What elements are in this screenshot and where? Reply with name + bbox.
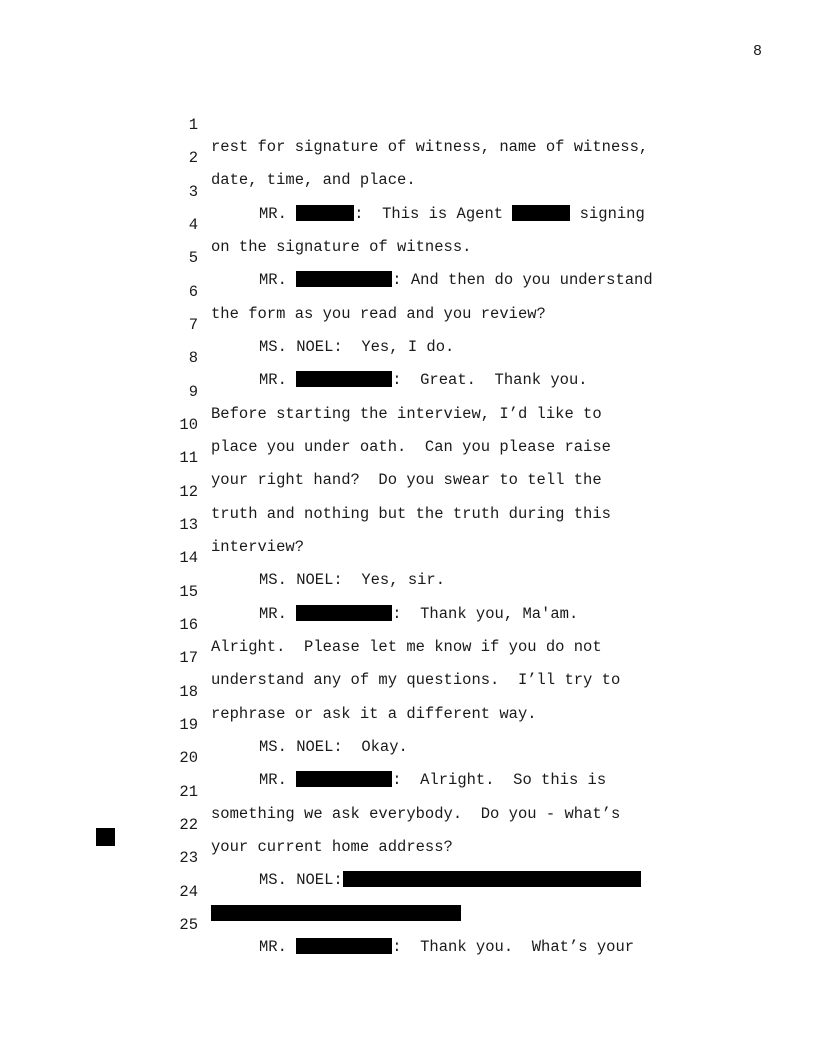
line-number: 10 xyxy=(179,416,198,434)
line-text: on the signature of witness. xyxy=(211,238,472,256)
transcript-line xyxy=(0,359,816,423)
line-number: 6 xyxy=(188,283,198,301)
redaction-box xyxy=(296,938,392,954)
transcript-line xyxy=(0,592,816,656)
line-text: your right hand? Do you swear to tell the xyxy=(211,471,602,489)
transcript-line xyxy=(0,192,816,256)
line-text: rest for signature of witness, name of witness, xyxy=(211,138,649,156)
line-text-part: signing xyxy=(570,205,645,223)
line-number: 21 xyxy=(179,783,198,801)
transcript-line xyxy=(0,125,816,189)
speaker-label: MR. xyxy=(259,605,297,623)
line-text-part: : This is Agent xyxy=(354,205,513,223)
transcript-line xyxy=(0,259,816,323)
line-text: Alright. Please let me know if you do not xyxy=(211,638,602,656)
line-text-part: : Thank you. What’s your xyxy=(392,938,635,956)
line-text: truth and nothing but the truth during this xyxy=(211,505,611,523)
line-number: 13 xyxy=(179,516,198,534)
transcript-line xyxy=(0,692,816,756)
page-number: 8 xyxy=(752,43,762,60)
transcript-line xyxy=(0,892,816,956)
line-number: 5 xyxy=(188,249,198,267)
speaker-label: MR. xyxy=(259,938,297,956)
line-text: interview? xyxy=(211,538,305,556)
transcript-line xyxy=(0,559,816,623)
speaker-label: MR. xyxy=(259,205,297,223)
transcript-line xyxy=(0,625,816,689)
speaker-label: MR. xyxy=(259,771,297,789)
speaker-label: MR. xyxy=(259,371,297,389)
line-number: 2 xyxy=(188,149,198,167)
line-number: 11 xyxy=(179,449,198,467)
transcript-line xyxy=(0,792,816,856)
line-text: MS. NOEL: Okay. xyxy=(259,738,408,756)
line-number: 19 xyxy=(179,716,198,734)
transcript-line xyxy=(0,659,816,723)
line-number: 1 xyxy=(188,116,198,134)
line-number: 14 xyxy=(179,549,198,567)
line-number: 18 xyxy=(179,683,198,701)
line-text-part: : Great. Thank you. xyxy=(392,371,588,389)
speaker-label: MR. xyxy=(259,271,297,289)
line-text-part: : Thank you, Ma'am. xyxy=(392,605,579,623)
line-text: something we ask everybody. Do you - what’s xyxy=(211,805,621,823)
line-number: 25 xyxy=(179,916,198,934)
line-text-part: : Alright. So this is xyxy=(392,771,607,789)
speaker-label: MS. NOEL: xyxy=(259,871,343,889)
line-text: place you under oath. Can you please raise xyxy=(211,438,611,456)
line-number: 24 xyxy=(179,883,198,901)
transcript-line xyxy=(0,392,816,456)
line-text: Before starting the interview, I’d like to xyxy=(211,405,602,423)
transcript-line xyxy=(0,225,816,289)
line-text: rephrase or ask it a different way. xyxy=(211,705,537,723)
transcript-line xyxy=(0,159,816,223)
transcript-line xyxy=(0,425,816,489)
line-number: 17 xyxy=(179,649,198,667)
line-number: 22 xyxy=(179,816,198,834)
transcript-line xyxy=(0,825,816,889)
line-text: your current home address? xyxy=(211,838,453,856)
line-text: understand any of my questions. I’ll try to xyxy=(211,671,621,689)
line-text: MS. NOEL: Yes, I do. xyxy=(259,338,455,356)
line-text xyxy=(211,936,634,958)
line-text: the form as you read and you review? xyxy=(211,305,546,323)
line-number: 4 xyxy=(188,216,198,234)
line-number: 23 xyxy=(179,849,198,867)
line-number: 9 xyxy=(188,383,198,401)
line-number: 16 xyxy=(179,616,198,634)
transcript-line xyxy=(0,759,816,823)
transcript-line xyxy=(0,859,816,901)
line-number: 8 xyxy=(188,349,198,367)
line-number: 20 xyxy=(179,749,198,767)
transcript-line xyxy=(0,492,816,556)
line-text-part: : And then do you understand xyxy=(392,271,653,289)
transcript-line xyxy=(0,92,816,156)
line-text: date, time, and place. xyxy=(211,171,416,189)
line-number: 12 xyxy=(179,483,198,501)
line-number: 15 xyxy=(179,583,198,601)
transcript-line xyxy=(0,725,816,789)
line-text: MS. NOEL: Yes, sir. xyxy=(259,571,446,589)
line-number: 3 xyxy=(188,183,198,201)
transcript-line xyxy=(0,459,816,523)
transcript-line xyxy=(0,292,816,356)
transcript-line xyxy=(0,525,816,589)
transcript-line xyxy=(0,325,816,389)
line-number: 7 xyxy=(188,316,198,334)
